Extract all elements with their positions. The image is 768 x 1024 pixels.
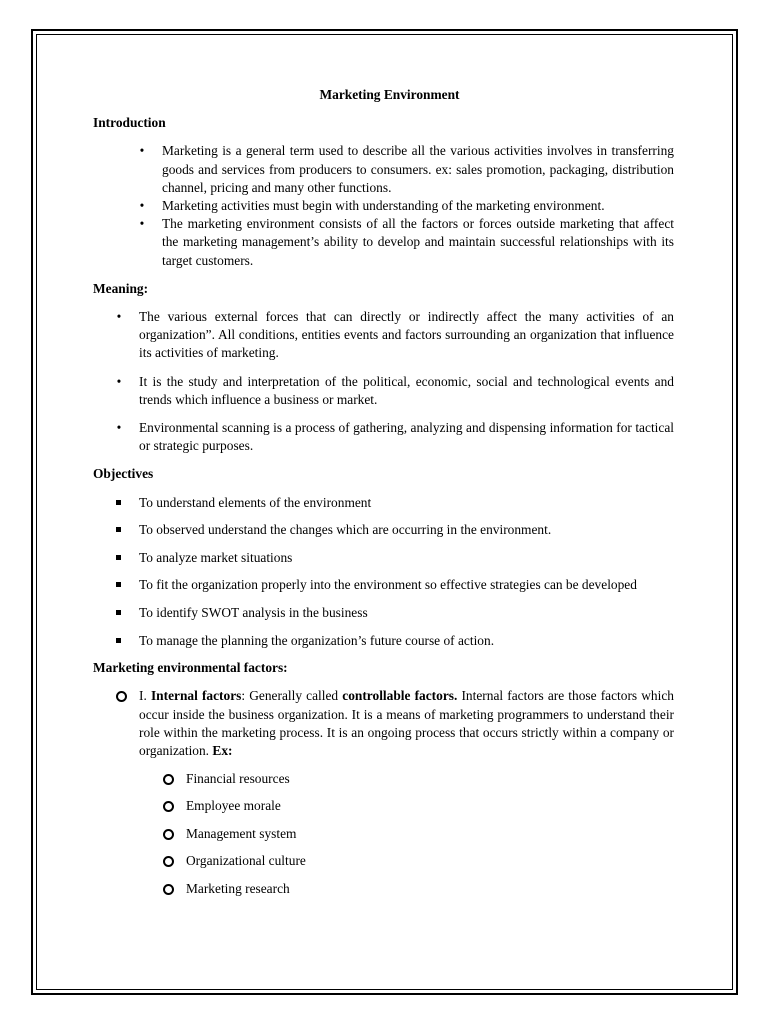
circle-bullet-icon	[163, 801, 174, 812]
square-bullet-icon	[116, 500, 121, 505]
bullet-icon: •	[116, 373, 122, 389]
introduction-heading: Introduction	[93, 115, 166, 131]
circle-bullet-icon	[163, 856, 174, 867]
bullet-icon: •	[116, 309, 122, 325]
internal-factors-label: Internal factors	[150, 688, 242, 704]
factors-list	[93, 687, 674, 760]
list-item: Management system	[93, 825, 674, 843]
document-page	[93, 86, 674, 908]
square-bullet-icon	[116, 582, 121, 587]
circle-bullet-icon	[163, 829, 174, 840]
circle-bullet-icon	[163, 774, 174, 785]
bullet-icon: •	[116, 420, 122, 436]
internal-factors-item: I. Internal factors: Generally called controllable factors. Internal factors are those factors which occur inside the business organization. It is a means of marketing programmers to understand their role within the marketing process. It is an ongoing process that occurs strictly within a company or organization. Ex:	[93, 687, 674, 760]
document-title: Marketing Environment	[319, 87, 460, 102]
factors-heading: Marketing environmental factors:	[93, 660, 288, 676]
bullet-icon: •	[139, 143, 145, 159]
list-item: To identify SWOT analysis in the business	[93, 604, 674, 622]
controllable-factors-label: controllable factors.	[342, 688, 458, 704]
square-bullet-icon	[116, 638, 121, 643]
list-item: • Marketing is a general term used to describe all the various activities involves in transferring goods and services from producers to consumers. ex: sales promotion, packaging, distribution channel, pricing and many other functions.	[93, 142, 674, 197]
list-item: • The marketing environment consists of all the factors or forces outside marketing that affect the marketing management’s ability to develop and maintain successful relationships with its target customers.	[93, 215, 674, 270]
introduction-list	[93, 142, 674, 269]
list-item: Employee morale	[93, 797, 674, 815]
internal-examples-list	[93, 770, 674, 899]
square-bullet-icon	[116, 527, 121, 532]
square-bullet-icon	[116, 610, 121, 615]
list-item: Marketing research	[93, 880, 674, 898]
list-item: To observed understand the changes which are occurring in the environment.	[93, 521, 674, 539]
meaning-heading: Meaning:	[93, 280, 149, 296]
objectives-list	[93, 494, 674, 650]
list-item: To manage the planning the organization’s future course of action.	[93, 632, 674, 650]
list-item: Financial resources	[93, 770, 674, 788]
list-item: Organizational culture	[93, 852, 674, 870]
list-item: • Marketing activities must begin with understanding of the marketing environment.	[93, 197, 674, 215]
list-item: • Environmental scanning is a process of gathering, analyzing and dispensing information for tactical or strategic purposes.	[93, 419, 674, 455]
square-bullet-icon	[116, 555, 121, 560]
list-item: • The various external forces that can directly or indirectly affect the many activities of an organization”. All conditions, entities events and factors surrounding an organization that influence its activities of marketing.	[93, 308, 674, 363]
list-item: To understand elements of the environment	[93, 494, 674, 512]
circle-bullet-icon	[116, 691, 127, 702]
list-item: To fit the organization properly into the environment so effective strategies can be developed	[93, 576, 674, 594]
circle-bullet-icon	[163, 884, 174, 895]
bullet-icon: •	[139, 216, 145, 232]
list-item: • It is the study and interpretation of the political, economic, social and technological events and trends which influence a business or market.	[93, 373, 674, 409]
ex-label: Ex:	[212, 743, 233, 759]
meaning-list	[93, 308, 674, 455]
objectives-heading: Objectives	[93, 466, 154, 482]
list-item: To analyze market situations	[93, 549, 674, 567]
bullet-icon: •	[139, 198, 145, 214]
